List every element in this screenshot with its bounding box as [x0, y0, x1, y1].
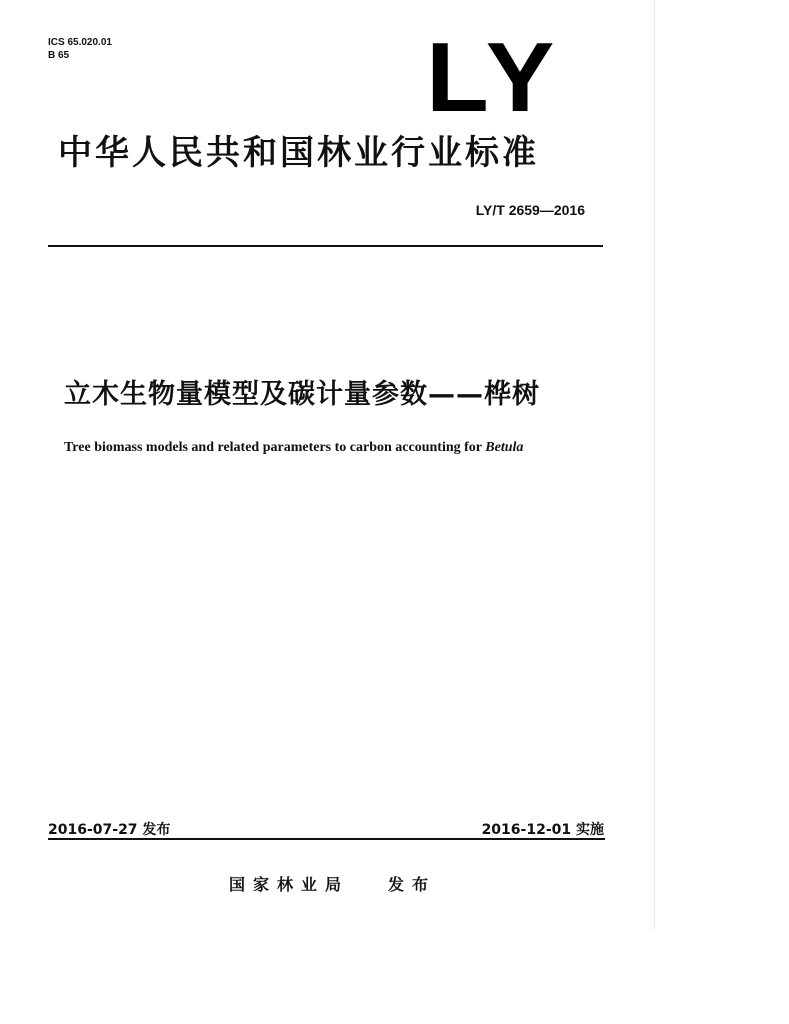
- issuing-action: 发布: [388, 875, 437, 894]
- document-title-english: [64, 440, 523, 456]
- issue-date: 2016-07-27 发布: [48, 822, 171, 838]
- english-title-genus: Betula: [485, 440, 524, 455]
- standard-number: LY/T 2659—2016: [475, 202, 585, 218]
- english-title-text: Tree biomass models and related parameters to carbon accounting for: [64, 440, 486, 455]
- standard-category-title: 中华人民共和国林业行业标准: [58, 133, 539, 173]
- ly-logo: LY: [426, 22, 561, 132]
- document-title-chinese: 立木生物量模型及碳计量参数——桦树: [64, 379, 540, 410]
- footer-divider: [48, 838, 605, 840]
- ics-code: ICS 65.020.01: [48, 37, 112, 48]
- header-divider: [48, 245, 603, 247]
- implementation-date: 2016-12-01 实施: [481, 822, 604, 838]
- ccs-code: B 65: [48, 50, 70, 61]
- classification-codes: [48, 36, 112, 62]
- issuing-authority: 国家林业局: [229, 875, 350, 894]
- page-edge-divider: [654, 0, 655, 930]
